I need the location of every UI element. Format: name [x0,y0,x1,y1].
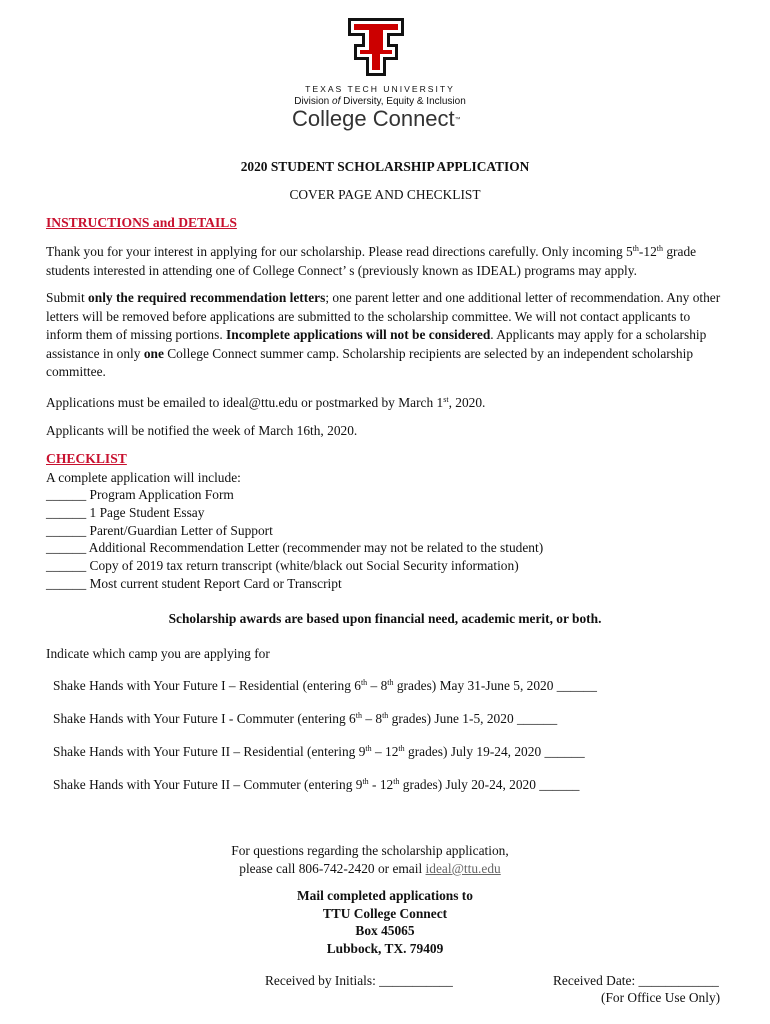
instructions-heading: INSTRUCTIONS and DETAILS [46,215,237,230]
mail-line-3: Box 45065 [355,923,415,938]
received-date: Received Date: ____________ [553,973,719,988]
double-t-logo-icon [346,16,406,78]
page-title: 2020 STUDENT SCHOLARSHIP APPLICATION [240,159,530,174]
camp-option: Shake Hands with Your Future I – Residential (entering 6th – 8th grades) May 31-June 5, 2020 ______ [53,678,597,693]
email-link[interactable]: ideal@ttu.edu [425,861,501,876]
contact-line-1: For questions regarding the scholarship application, [231,843,509,858]
office-use-note: (For Office Use Only) [601,990,721,1005]
checklist-item: ______ Most current student Report Card or Transcript [46,576,342,591]
deadline-paragraph: Applications must be emailed to ideal@ttu.edu or postmarked by March 1st, 2020. [46,395,486,410]
received-initials: Received by Initials: ___________ [265,973,453,988]
mail-line-2: TTU College Connect [322,906,448,921]
camp-option: Shake Hands with Your Future II – Residential (entering 9th – 12th grades) July 19-24, 2020 ______ [53,744,585,759]
notification-paragraph: Applicants will be notified the week of March 16th, 2020. [46,423,358,438]
university-name: TEXAS TECH UNIVERSITY [305,84,455,94]
camp-option: Shake Hands with Your Future II – Commuter (entering 9th - 12th grades) July 20-24, 2020 ______ [53,777,580,792]
checklist-item: ______ Program Application Form [46,487,234,502]
camp-prompt: Indicate which camp you are applying for [46,646,270,661]
instructions-paragraph-2: Submit only the required recommendation letters; one parent letter and one additional letter of recommendation. Any other letters will be removed before applications are submitted to the scholarship committee. We will not contact applicants to inform them of missing portions. Incomplete applications will not be considered. Applicants may apply for a scholarship assistance in only one College Connect summer camp. Scholarship recipients are selected by an independent scholarship committee. [46,290,721,380]
checklist-item: ______ Parent/Guardian Letter of Support [46,523,273,538]
mail-line-4: Lubbock, TX. 79409 [326,941,444,956]
checklist-item: ______ Copy of 2019 tax return transcript (white/black out Social Security information) [46,558,519,573]
checklist-intro: A complete application will include: [46,470,241,485]
checklist-item: ______ Additional Recommendation Letter (recommender may not be related to the student) [46,540,544,555]
division-name: Division of Diversity, Equity & Inclusion [294,96,466,107]
contact-line-2: please call 806-742-2420 or email ideal@ttu.edu [239,861,501,876]
mail-line-1: Mail completed applications to [297,888,473,903]
camp-option: Shake Hands with Your Future I - Commuter (entering 6th – 8th grades) June 1-5, 2020 ______ [53,711,558,726]
instructions-paragraph-1: Thank you for your interest in applying for our scholarship. Please read directions carefully. Only incoming 5th-12th grade students interested in attending one of College Connect’ s (previously known as IDEAL) programs may apply. [46,244,697,278]
program-name: College Connect™ [292,106,461,131]
checklist-heading: CHECKLIST [46,451,127,466]
awards-note: Scholarship awards are based upon financial need, academic merit, or both. [168,611,602,626]
page-subtitle: COVER PAGE AND CHECKLIST [289,187,481,202]
checklist-item: ______ 1 Page Student Essay [46,505,205,520]
